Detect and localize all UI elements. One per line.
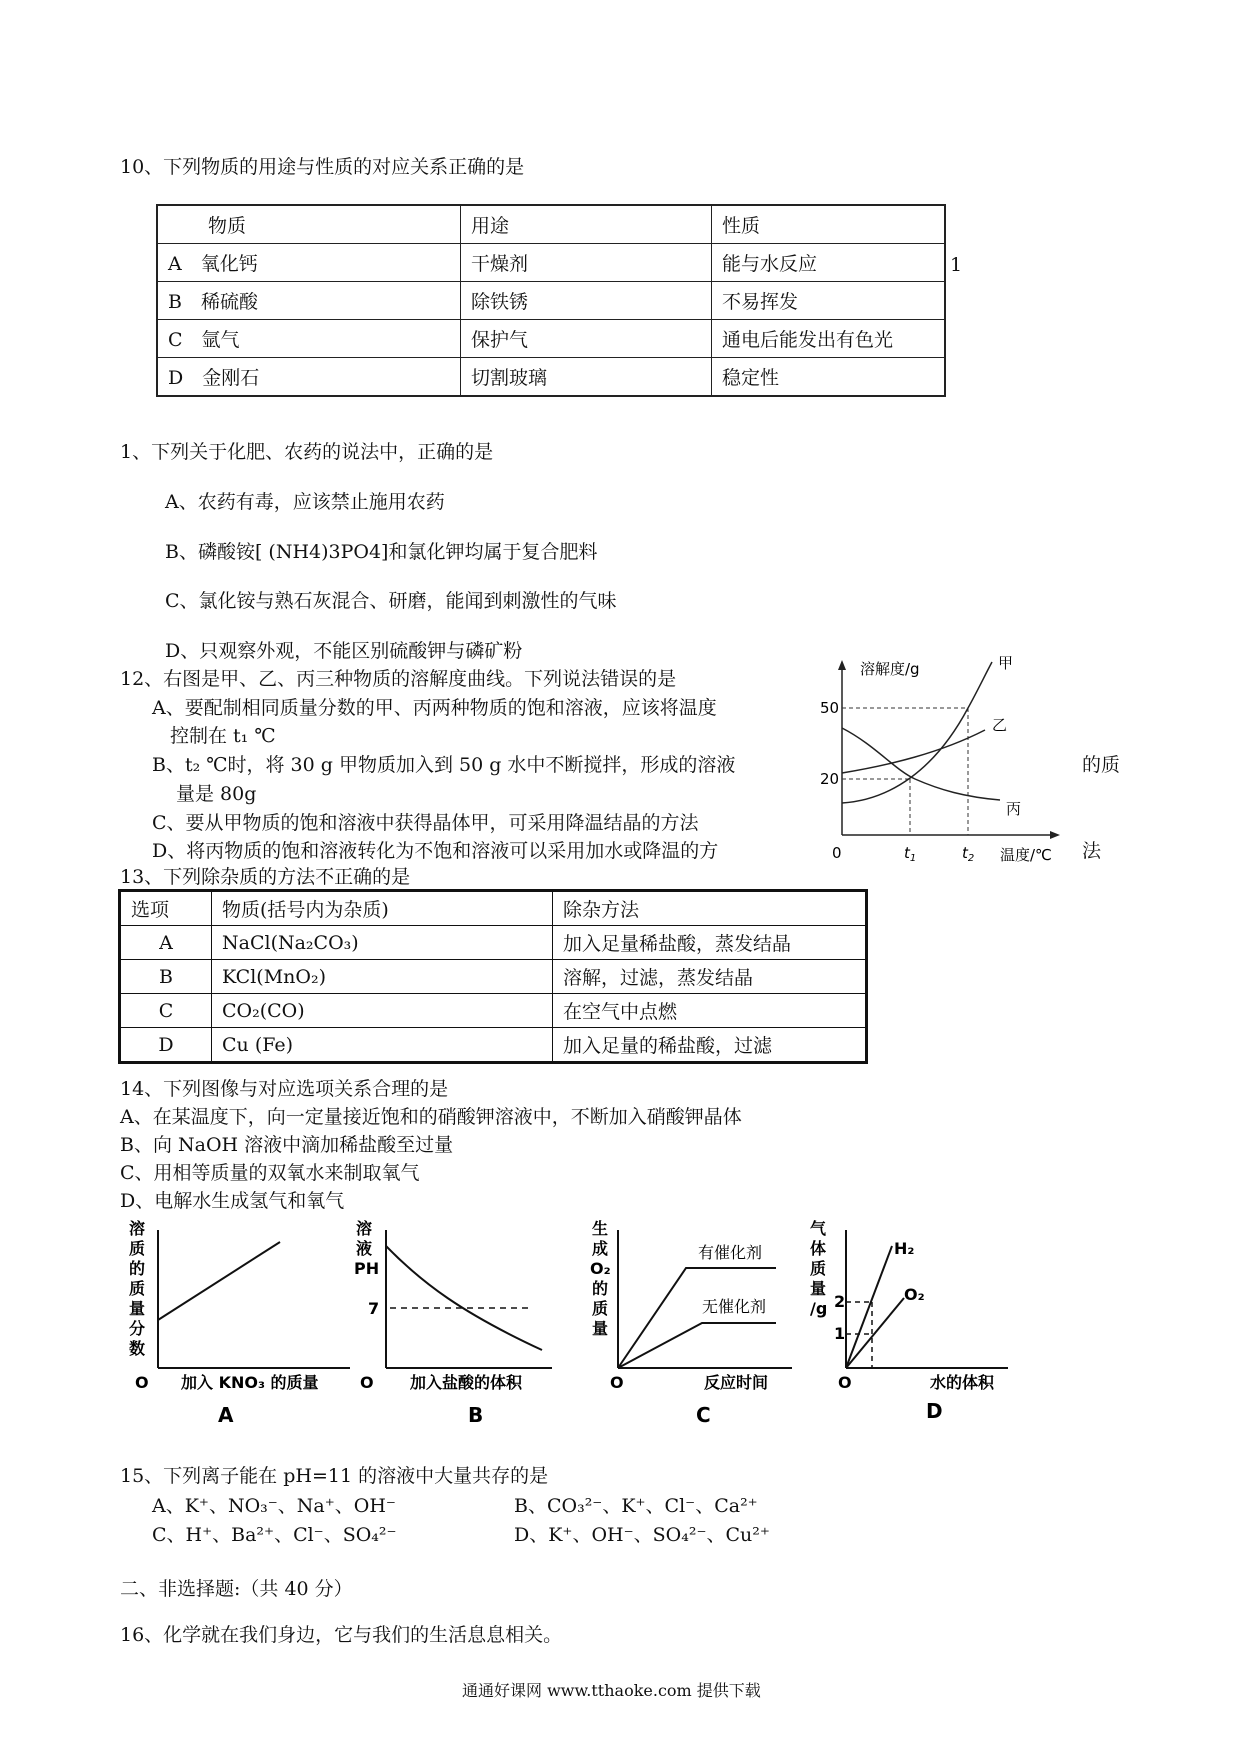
table-cell: 不易挥发 [712,282,946,320]
q15-option-d: D、K⁺、OH⁻、SO₄²⁻、Cu²⁺ [514,1524,770,1546]
graph-b-curve [386,1246,542,1350]
table-cell: CO₂(CO) [212,994,553,1028]
table-row [157,320,945,358]
table-cell: D [120,1028,212,1063]
q12-option-a-line1: A、要配制相同质量分数的甲、丙两种物质的饱和溶液，应该将温度 [152,697,717,719]
chart-origin: 0 [832,844,842,862]
graph-c-nocatalyst-label: 无催化剂 [702,1297,767,1316]
table-cell: KCl(MnO₂) [212,960,553,994]
graph-b-origin: O [360,1373,374,1392]
q15-stem: 15、下列离子能在 pH=11 的溶液中大量共存的是 [120,1465,549,1487]
graph-b-ylabel-char: 溶 [356,1219,373,1238]
graph-d-o2-label: O₂ [904,1285,925,1304]
table-cell: A 氧化钙 [157,244,461,282]
q13-table [118,889,868,1064]
table-row [157,282,945,320]
header-cell: 除杂方法 [553,891,867,926]
x-tick-t2: $t_2$ [962,844,975,864]
graph-a-ylabel-char: 的 [129,1259,146,1278]
graph-d-tick-2: 2 [834,1292,846,1311]
graph-b-ylabel-char: 液 [356,1239,373,1258]
graph-b-xlabel: 加入盐酸的体积 [410,1373,523,1392]
table-row [157,205,945,244]
table-cell: 在空气中点燃 [553,994,867,1028]
curve-yi [842,730,985,773]
header-cell: 选项 [120,891,212,926]
curve-bing [842,728,1000,800]
graph-d-tick-1: 1 [834,1324,846,1343]
graph-d-ylabel-char: 气 [810,1219,827,1238]
y-tick-20: 20 [820,770,840,788]
table-cell: 加入足量稀盐酸，蒸发结晶 [553,926,867,960]
graph-a-line [158,1242,280,1320]
graph-d [808,1218,1028,1428]
q12-option-d-tail: 法 [1082,840,1102,862]
table-row [157,244,945,282]
table-cell: C 氩气 [157,320,461,358]
section-2-title: 二、非选择题:（共 40 分） [120,1578,353,1600]
graph-a-tag: A [218,1403,234,1427]
q12-option-b-line2: 量是 80g [176,783,257,805]
table-cell: 加入足量的稀盐酸，过滤 [553,1028,867,1063]
header-cell: 用途 [461,205,712,244]
q12-option-a-line2: 控制在 t₁ ℃ [170,725,276,747]
table-row [120,1028,867,1063]
q12-stem: 12、右图是甲、乙、丙三种物质的溶解度曲线。下列说法错误的是 [120,668,677,690]
solubility-chart [820,650,1070,865]
side-mark: 1 [950,254,963,276]
header-cell: 物质(括号内为杂质) [212,891,553,926]
graph-d-ylabel-char: 体 [810,1239,827,1258]
header-cell: 性质 [712,205,946,244]
graph-d-tag: D [926,1399,943,1423]
table-cell: 稳定性 [712,358,946,397]
graph-d-h2-label: H₂ [894,1239,915,1258]
q10-table [156,204,946,397]
graph-c-origin: O [610,1373,624,1392]
q14-stem: 14、下列图像与对应选项关系合理的是 [120,1078,449,1100]
q10-stem: 10、下列物质的用途与性质的对应关系正确的是 [120,156,525,178]
graph-a [125,1218,365,1428]
q11-option-a: A、农药有毒，应该禁止施用农药 [165,491,445,513]
graph-a-ylabel-char: 质 [129,1279,146,1298]
graph-b [352,1218,582,1428]
table-cell: 除铁锈 [461,282,712,320]
q11-option-b: B、磷酸铵[ (NH4)3PO4]和氯化钾均属于复合肥料 [165,541,598,563]
q12-option-c: C、要从甲物质的饱和溶液中获得晶体甲，可采用降温结晶的方法 [152,812,699,834]
graph-a-ylabel-char: 量 [129,1299,146,1318]
graph-c-tag: C [696,1403,711,1427]
q13-stem: 13、下列除杂质的方法不正确的是 [120,866,411,888]
graph-d-origin: O [838,1373,852,1392]
table-cell: 通电后能发出有色光 [712,320,946,358]
q15-option-a: A、K⁺、NO₃⁻、Na⁺、OH⁻ [152,1495,396,1517]
table-cell: 保护气 [461,320,712,358]
q15-option-c: C、H⁺、Ba²⁺、Cl⁻、SO₄²⁻ [152,1524,397,1546]
graph-c-catalyst-line [618,1268,776,1368]
graph-c-ylabel-char: 质 [592,1299,609,1318]
curve-label-jia: 甲 [998,654,1014,672]
table-cell: B 稀硫酸 [157,282,461,320]
curve-jia [842,662,992,803]
graph-c-ylabel-char: 量 [592,1319,609,1338]
table-row [120,960,867,994]
graph-a-xlabel: 加入 KNO₃ 的质量 [181,1373,319,1392]
graph-d-xlabel: 水的体积 [930,1373,995,1392]
table-cell: C [120,994,212,1028]
graph-d-ylabel-char: 质 [810,1259,827,1278]
table-row [120,926,867,960]
graph-c-xlabel: 反应时间 [704,1373,769,1392]
chart-ylabel: 溶解度/g [860,660,920,678]
graph-c-ylabel-char: 成 [592,1239,609,1258]
table-cell: B [120,960,212,994]
graph-a-ylabel-char: 溶 [129,1219,146,1238]
graph-a-ylabel-char: 分 [129,1319,146,1338]
curve-label-bing: 丙 [1006,800,1022,818]
table-cell: 切割玻璃 [461,358,712,397]
q12-option-b-tail: 的质 [1082,754,1121,776]
q12-option-b-line1: B、t₂ ℃时，将 30 g 甲物质加入到 50 g 水中不断搅拌，形成的溶液 [152,754,736,776]
header-cell: 物质 [157,205,461,244]
q12-option-d: D、将丙物质的饱和溶液转化为不饱和溶液可以采用加水或降温的方 [152,840,719,862]
table-cell: A [120,926,212,960]
graph-c-ylabel-char: 生 [592,1219,609,1238]
q14-option-d: D、电解水生成氢气和氧气 [120,1190,345,1212]
graph-c [590,1218,810,1428]
graph-c-ylabel-char: O₂ [590,1259,611,1278]
q16-stem: 16、化学就在我们身边，它与我们的生活息息相关。 [120,1624,563,1646]
graph-b-tick: 7 [368,1299,380,1318]
table-cell: 干燥剂 [461,244,712,282]
q15-option-b: B、CO₃²⁻、K⁺、Cl⁻、Ca²⁺ [514,1495,758,1517]
table-cell: D 金刚石 [157,358,461,397]
graph-c-nocatalyst-line [618,1323,776,1368]
q14-option-c: C、用相等质量的双氧水来制取氧气 [120,1162,420,1184]
y-tick-50: 50 [820,699,840,717]
graph-a-ylabel-char: 质 [129,1239,146,1258]
graph-a-origin: O [135,1373,149,1392]
graph-d-o2-line [846,1298,904,1368]
chart-xlabel: 温度/℃ [1000,846,1052,864]
graph-d-h2-line [846,1246,892,1368]
graph-b-tag: B [468,1403,484,1427]
x-tick-t1: $t_1$ [904,844,917,864]
graph-c-ylabel-char: 的 [592,1279,609,1298]
q11-stem: 1、下列关于化肥、农药的说法中，正确的是 [120,441,494,463]
table-cell: 溶解，过滤，蒸发结晶 [553,960,867,994]
graph-d-ylabel-char: /g [810,1299,828,1318]
table-row [120,891,867,926]
table-cell: NaCl(Na₂CO₃) [212,926,553,960]
table-cell: Cu (Fe) [212,1028,553,1063]
graph-d-ylabel-char: 量 [810,1279,827,1298]
graph-b-ylabel-char: PH [354,1259,380,1278]
footer-text: 通通好课网 www.tthaoke.com 提供下载 [462,1681,761,1700]
q14-option-b: B、向 NaOH 溶液中滴加稀盐酸至过量 [120,1134,454,1156]
curve-label-yi: 乙 [992,716,1008,734]
graph-a-ylabel-char: 数 [129,1339,146,1358]
q11-option-d: D、只观察外观，不能区别硫酸钾与磷矿粉 [165,640,523,662]
q14-option-a: A、在某温度下，向一定量接近饱和的硝酸钾溶液中，不断加入硝酸钾晶体 [120,1106,742,1128]
table-cell: 能与水反应 [712,244,946,282]
graph-c-catalyst-label: 有催化剂 [698,1243,763,1262]
table-row [120,994,867,1028]
q11-option-c: C、氯化铵与熟石灰混合、研磨，能闻到刺激性的气味 [165,590,617,612]
table-row [157,358,945,397]
